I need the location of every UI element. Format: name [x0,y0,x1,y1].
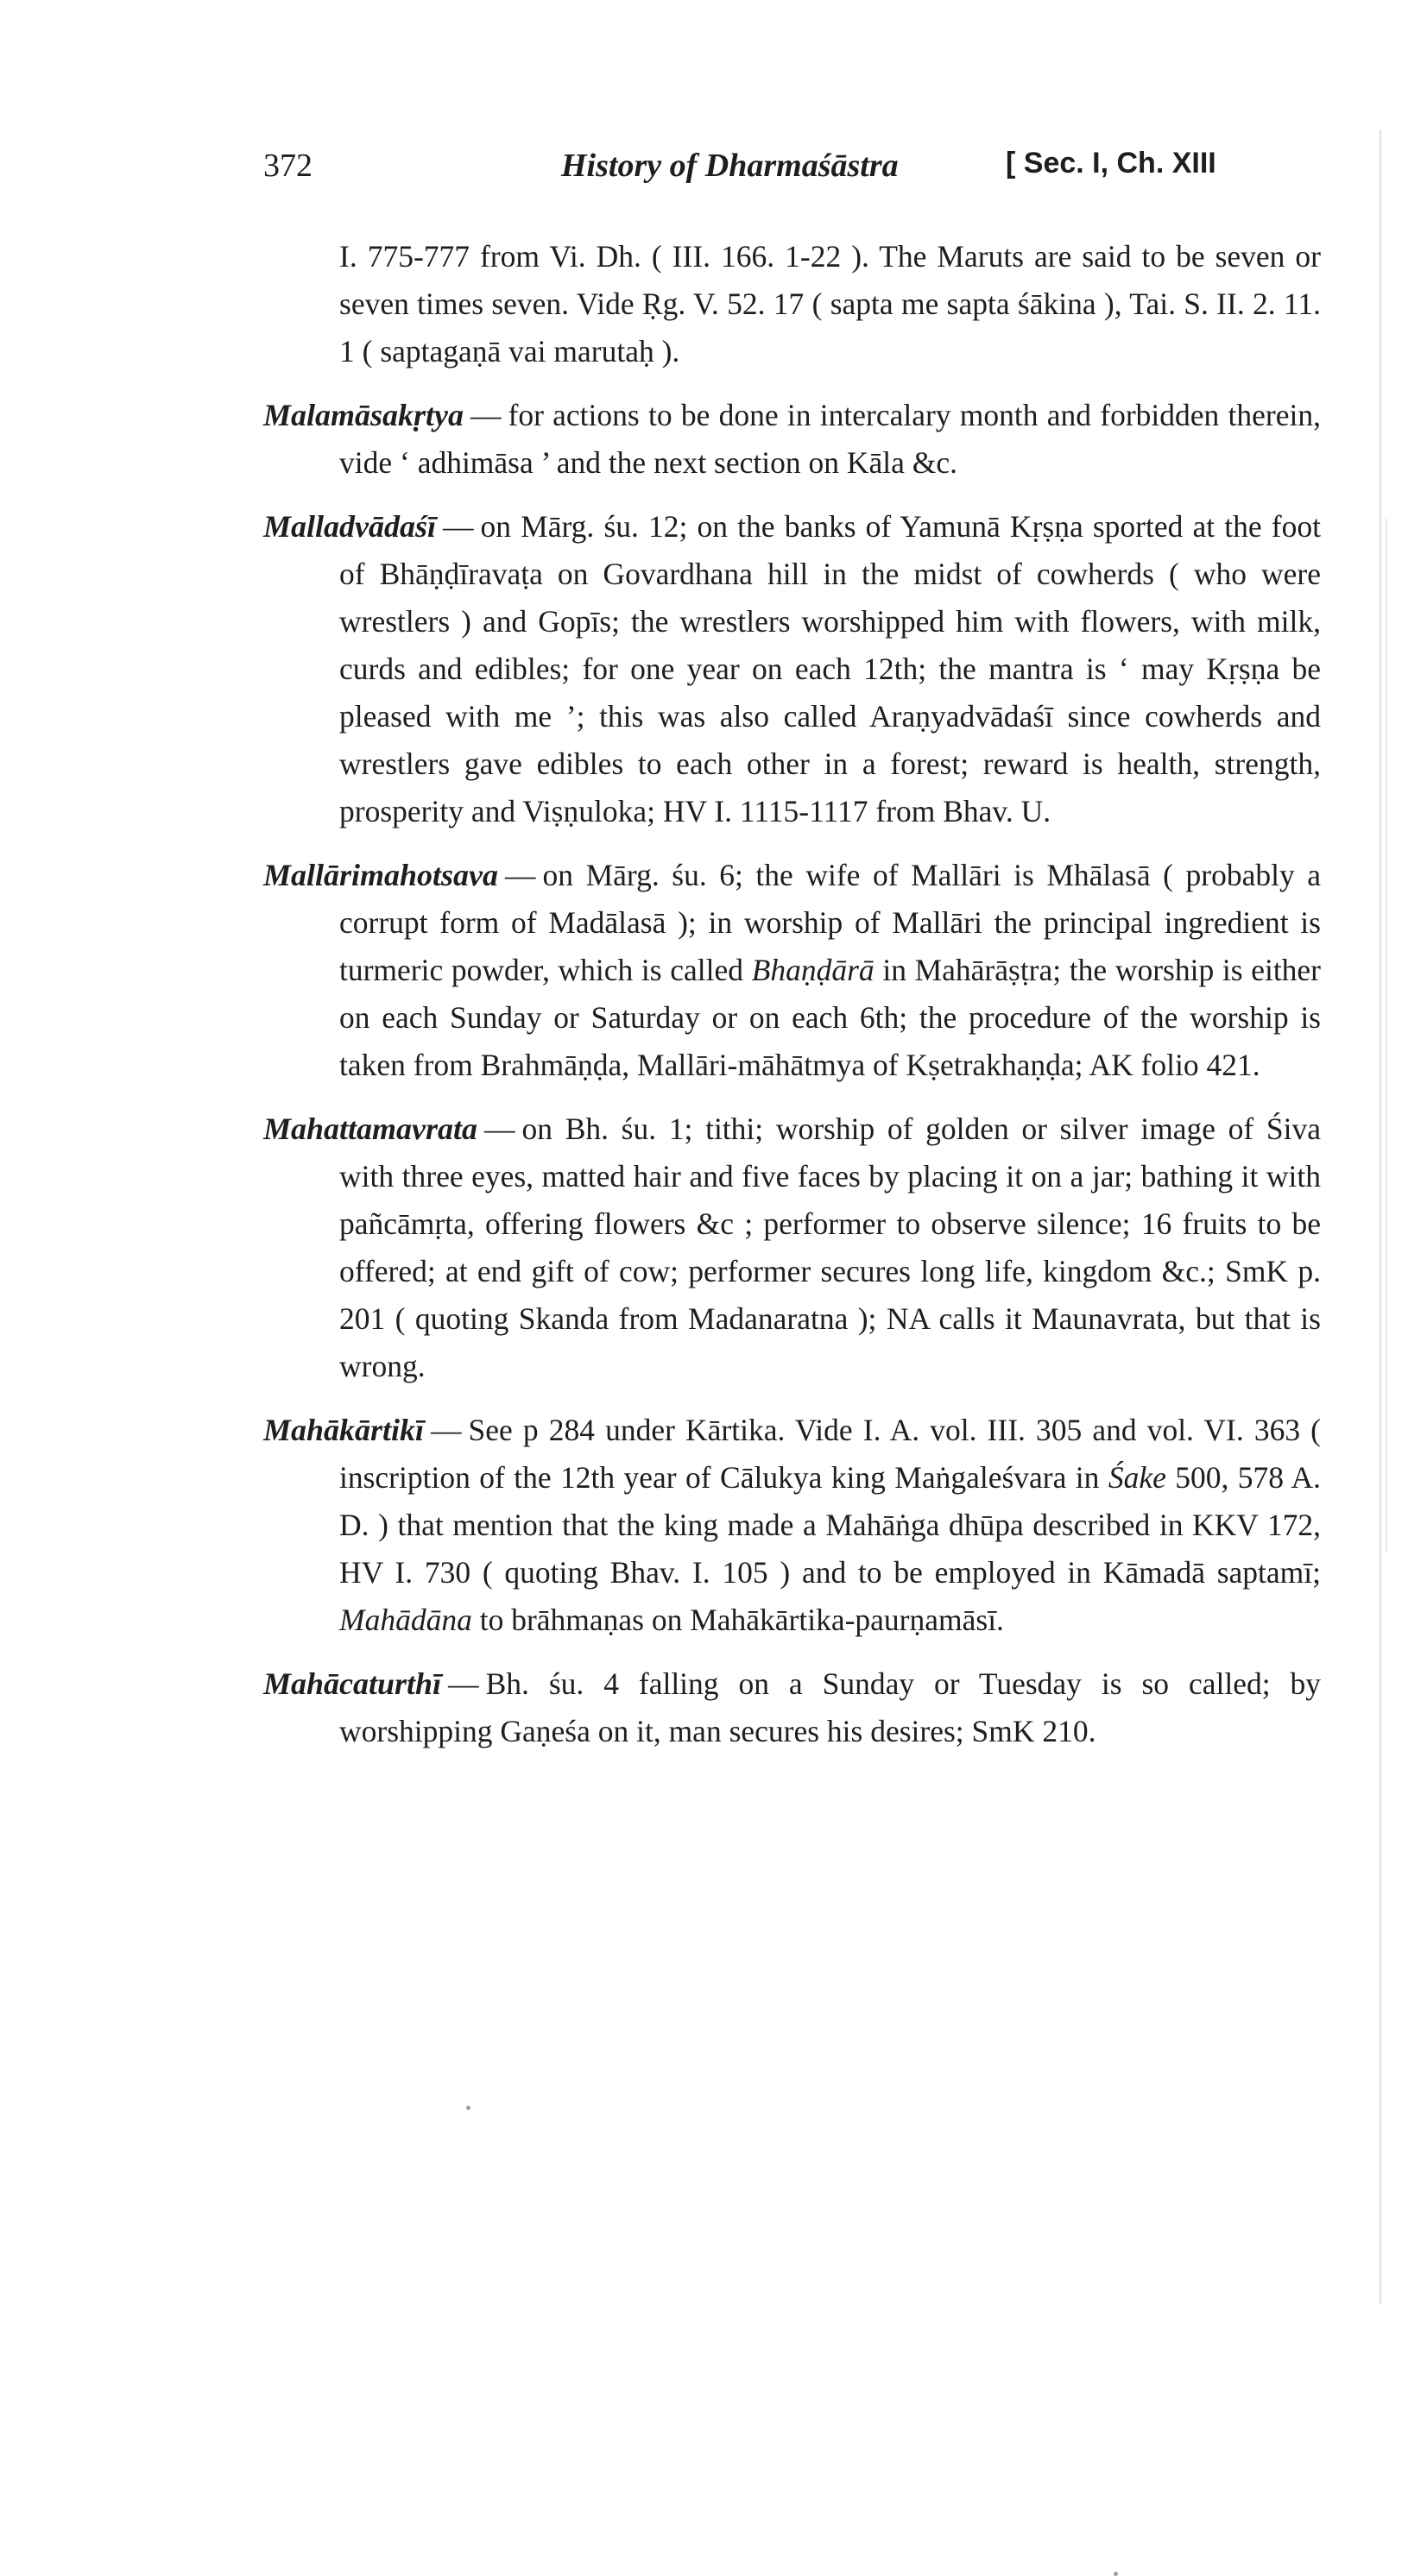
scan-edge-line [1386,518,1387,1553]
page-number: 372 [263,148,313,184]
scan-edge-line [1380,129,1381,2304]
entry-text: on Bh. śu. 1; tithi; worship of golden or silver image of Śiva with three eyes, matted hair and five faces by placing it on a jar; bathing it with pañcāmṛta, offering flowers &c ; performer to observe silence; 16 fruits to be offered; at end gift of cow; performer secures long life, kingdom &c.; SmK p. 201 ( quoting Skanda from Madanaratna ); NA calls it Maunavrata, but that is wrong. [339,1112,1321,1383]
italic-term: Bhaṇḍārā [751,953,875,987]
entry-list [263,233,1321,1772]
running-title: History of Dharmaśāstra [561,148,899,184]
entry-continuation: I. 775-777 from Vi. Dh. ( III. 166. 1-22 ). The Maruts are said to be seven or seven times seven. Vide Ṛg. V. 52. 17 ( sapta me sapta śākina ), Tai. S. II. 2. 11. 1 ( saptagaṇā vai marutaḥ ). [339,239,1321,368]
headword: Mahācaturthī [263,1666,442,1701]
headword: Mahākārtikī [263,1413,425,1447]
headword: Mahattamavrata [263,1112,478,1146]
entry-mahacaturthi [263,1660,1321,1755]
scan-speck [466,2106,470,2110]
dash: — [431,1413,462,1447]
entry-text: See p 284 under Kārtika. Vide I. A. vol. III. 305 and vol. VI. 363 ( inscription of the 12th year of Cālukya king Maṅgaleśvara in [339,1413,1321,1495]
italic-term: Śake [1108,1460,1166,1495]
dash: — [484,1112,515,1146]
entry-text: in Mahārāṣṭra; the worship is either on each Sunday or Saturday or on each 6th; the procedure of the worship is taken from Brahmāṇḍa, Mallāri-māhātmya of Kṣetrakhaṇḍa; AK folio 421. [339,953,1322,1082]
entry-text: for actions to be done in intercalary month and forbidden therein, vide ‘ adhimāsa ’ and the next section on Kāla &c. [339,398,1321,480]
entry-mahakartiki [263,1407,1321,1644]
section-reference: [ Sec. I, Ch. XIII [1006,147,1216,180]
entry-malamasakrtya [263,392,1321,487]
entry-malladvadasi [263,503,1321,835]
dash: — [505,858,536,892]
entry-mallarimahotsava [263,852,1321,1089]
italic-term: Mahādāna [339,1603,472,1637]
dash: — [443,509,474,544]
dash: — [470,398,502,432]
entry-text: Bh. śu. 4 falling on a Sunday or Tuesday is so called; by worshipping Gaṇeśa on it, man secures his desires; SmK 210. [339,1666,1321,1748]
dash: — [448,1666,479,1701]
headword: Mallārimahotsava [263,858,499,892]
page-header [263,147,1317,198]
entry-text: on Mārg. śu. 6; the wife of Mallāri is Mhālasā ( probably a corrupt form of Madālasā ); in worship of Mallāri the principal ingredient is turmeric powder, which is called [339,858,1321,987]
entry-text: 500, 578 A. D. ) that mention that the king made a Mahāṅga dhūpa described in KKV 172, HV I. 730 ( quoting Bhav. I. 105 ) and to be employed in Kāmadā saptamī; [339,1460,1322,1590]
headword: Malamāsakṛtya [263,398,464,432]
scan-speck [1114,2572,1118,2576]
entry-mahattamavrata [263,1105,1321,1390]
entry-text: on Mārg. śu. 12; on the banks of Yamunā Kṛṣṇa sported at the foot of Bhāṇḍīravaṭa on Govardhana hill in the midst of cowherds ( who were wrestlers ) and Gopīs; the wrestlers worshipped him with flowers, with milk, curds and edibles; for one year on each 12th; the mantra is ‘ may Kṛṣṇa be pleased with me ’; this was also called Araṇyadvādaśī since cowherds and wrestlers gave edibles to each other in a forest; reward is health, strength, prosperity and Viṣṇuloka; HV I. 1115-1117 from Bhav. U. [339,509,1321,828]
entry-text: to brāhmaṇas on Mahākārtika-paurṇamāsī. [479,1603,1004,1637]
headword: Malladvādaśī [263,509,437,544]
